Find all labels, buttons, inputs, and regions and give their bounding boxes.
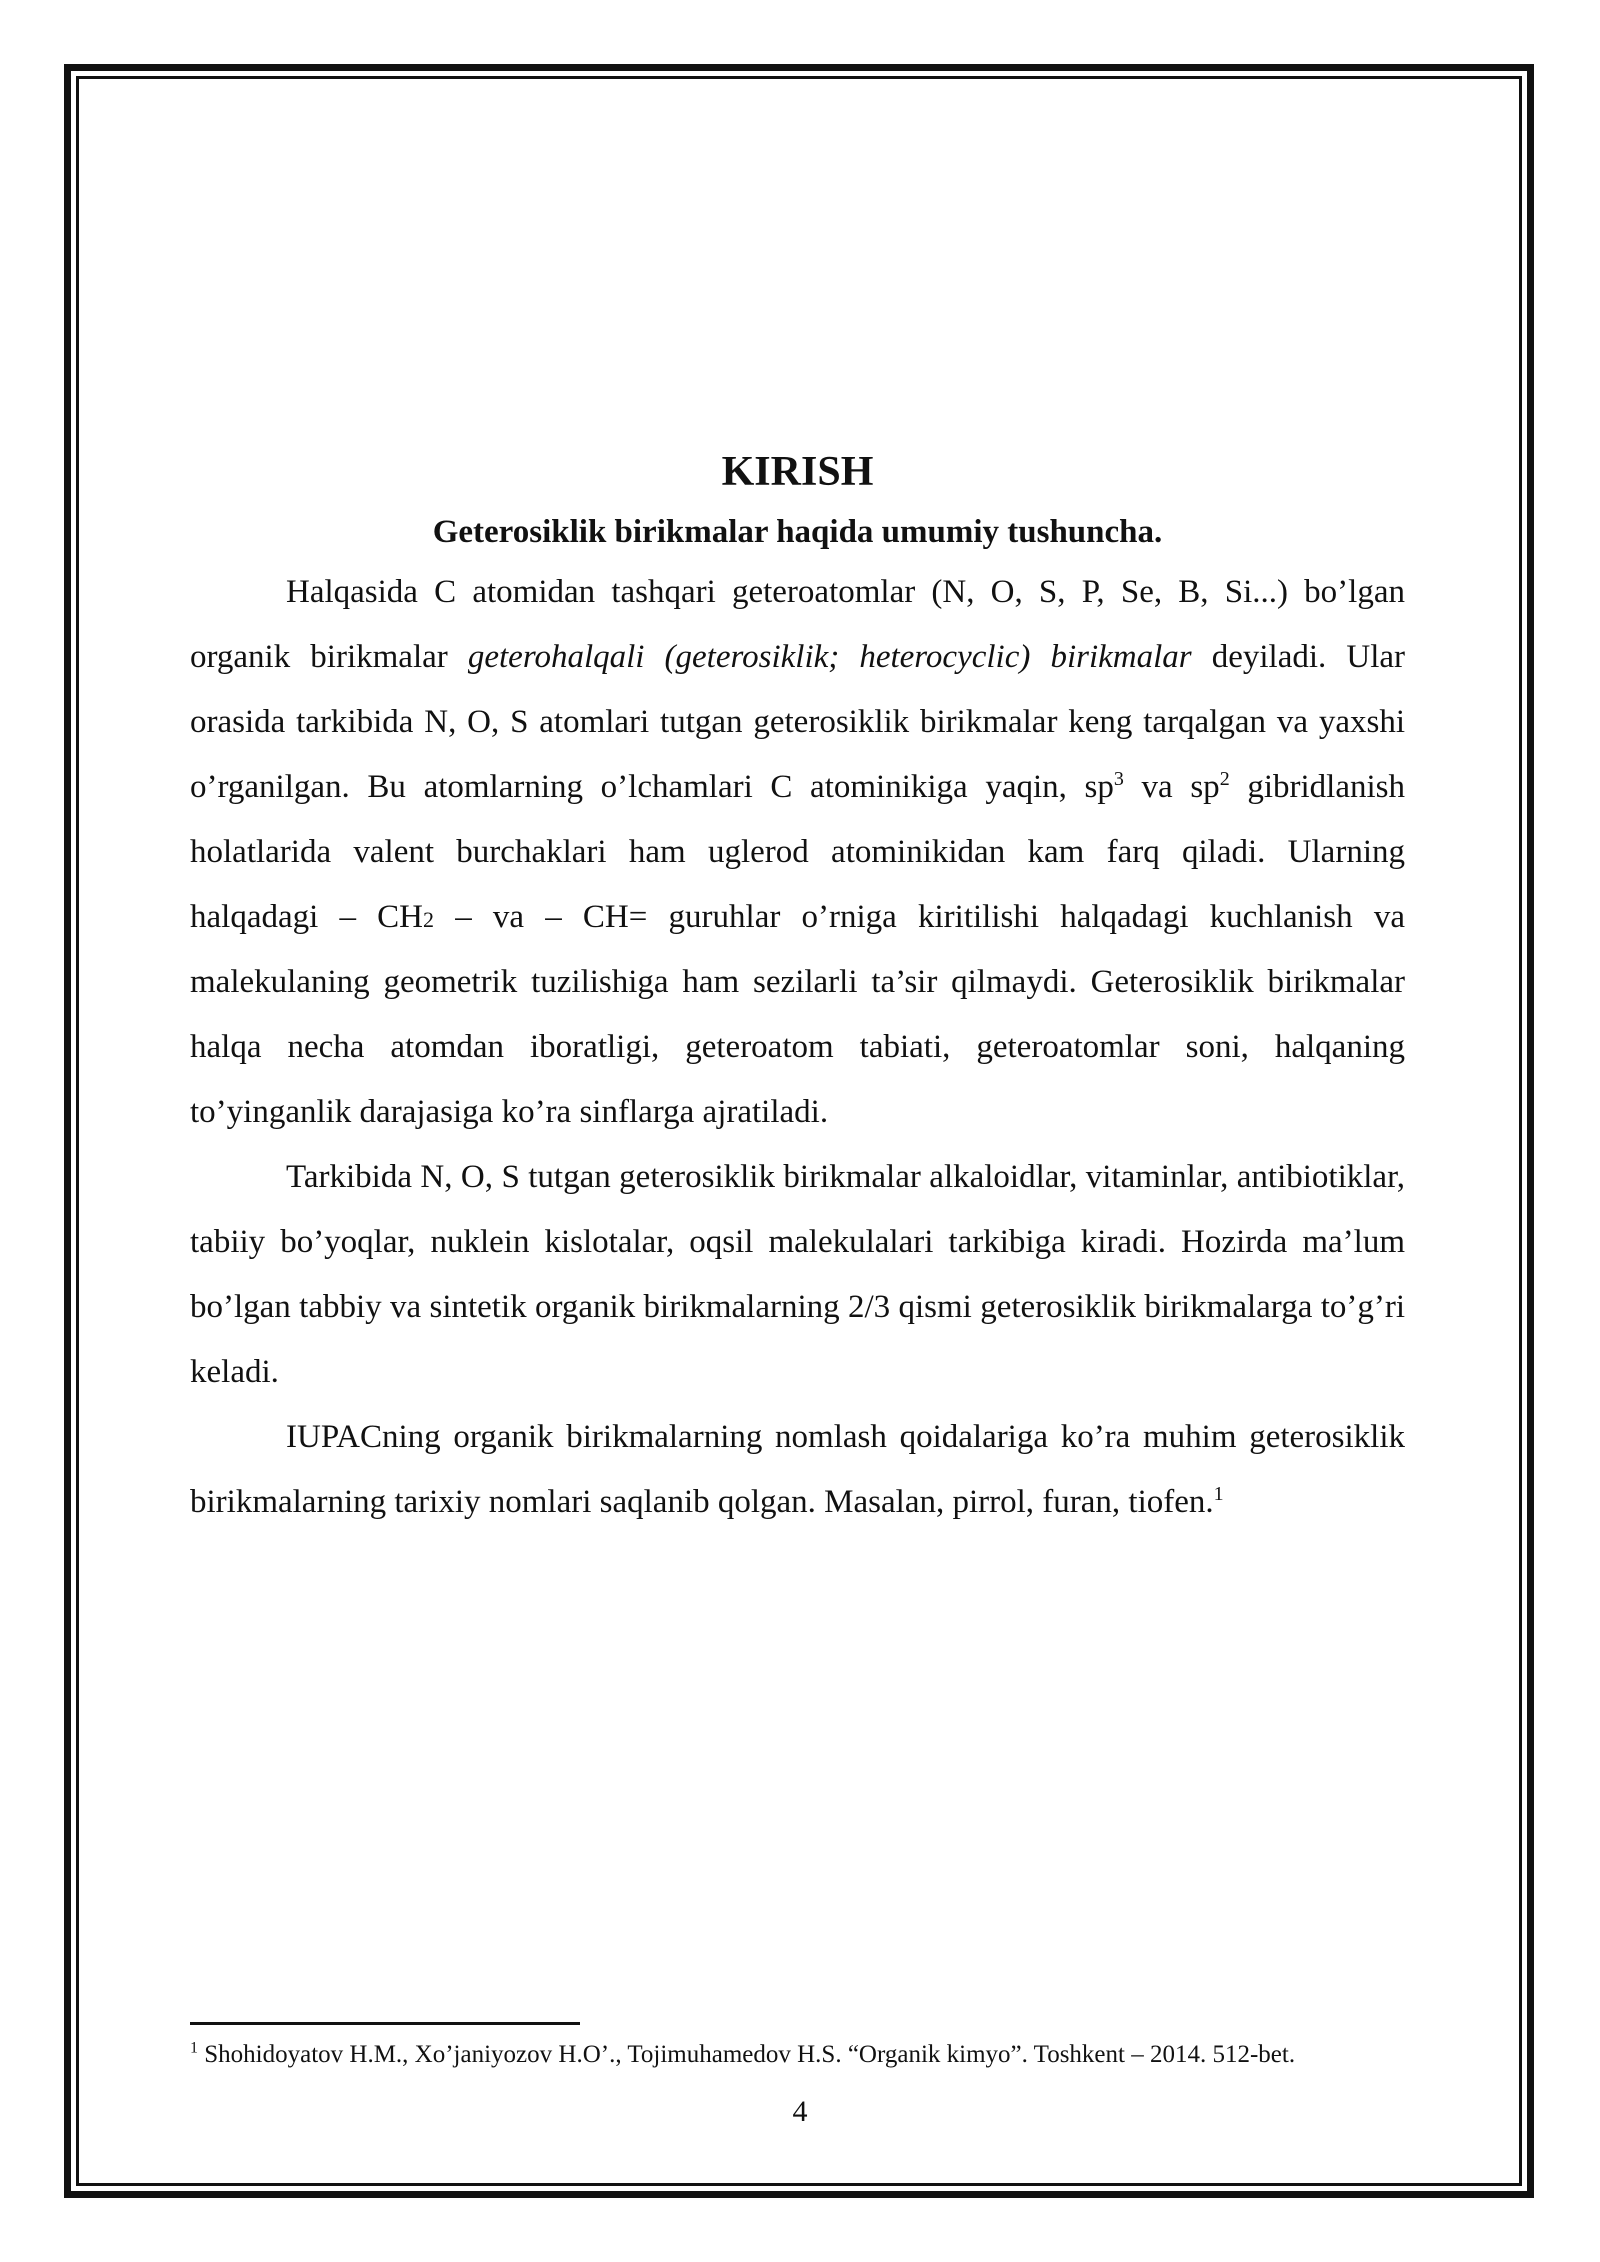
document-body <box>190 440 1405 1535</box>
page-title: KIRISH <box>721 449 874 495</box>
footnote-separator <box>190 2022 580 2025</box>
footnote-text: Shohidoyatov H.M., Xo’janiyozov H.O’., Tojimuhamedov H.S. “Organik kimyo”. Toshkent – 2014. 512-bet. <box>198 2041 1296 2068</box>
paragraph-1-text-d: gibridlanish holatlarida valent burchaklari ham uglerod atominikidan kam farq qiladi. Ularning halqadagi – CH <box>190 769 1405 935</box>
paragraph-1-text-c: va sp <box>1123 769 1220 805</box>
paragraph-1-italic-term: geterohalqali (geterosiklik; heterocyclic) birikmalar <box>467 639 1192 675</box>
paragraph-1-text-a: Halqasida C atomidan tashqari geteroatomlar (N, O, S, P, Se, B, Si...) bo’lgan organik birikmalar <box>190 574 1405 675</box>
paragraph-1-text-b: deyiladi. Ular orasida tarkibida N, O, S atomlari tutgan geterosiklik birikmalar keng tarqalgan va yaxshi o’rganilgan. Bu atomlarning o’lchamlari C atominikiga yaqin, sp <box>190 639 1405 805</box>
footnote <box>190 2037 1405 2073</box>
paragraph-1 <box>190 560 1405 1145</box>
superscript-3: 3 <box>1113 768 1124 790</box>
paragraph-1-text-e: – va – CH= guruhlar o’rniga kiritilishi halqadagi kuchlanish va malekulaning geometrik tuzilishiga ham sezilarli ta’sir qilmaydi. Geterosiklik birikmalar halqa necha atomdan iboratligi, geteroatom tabiati, geteroatomlar soni, halqaning to’yinganlik darajasiga ko’ra sinflarga ajratiladi. <box>190 899 1405 1130</box>
footnote-reference[interactable]: 1 <box>1213 1483 1224 1505</box>
paragraph-3 <box>190 1405 1405 1535</box>
subscript-2: 2 <box>423 907 434 932</box>
paragraph-3-text: IUPACning organik birikmalarning nomlash qoidalariga ko’ra muhim geterosiklik birikmalarning tarixiy nomlari saqlanib qolgan. Masalan, pirrol, furan, tiofen. <box>190 1419 1405 1520</box>
paragraph-2: Tarkibida N, O, S tutgan geterosiklik birikmalar alkaloidlar, vitaminlar, antibiotiklar, tabiiy bo’yoqlar, nuklein kislotalar, oqsil malekulalari tarkibiga kiradi. Hozirda ma’lum bo’lgan tabbiy va sintetik organik birikmalarning 2/3 qismi geterosiklik birikmalarga to’g’ri keladi. <box>190 1159 1405 1390</box>
footnote-marker: 1 <box>190 2039 198 2057</box>
superscript-2: 2 <box>1219 768 1230 790</box>
page-number: 4 <box>792 2095 808 2128</box>
section-subtitle: Geterosiklik birikmalar haqida umumiy tushuncha. <box>432 514 1163 550</box>
